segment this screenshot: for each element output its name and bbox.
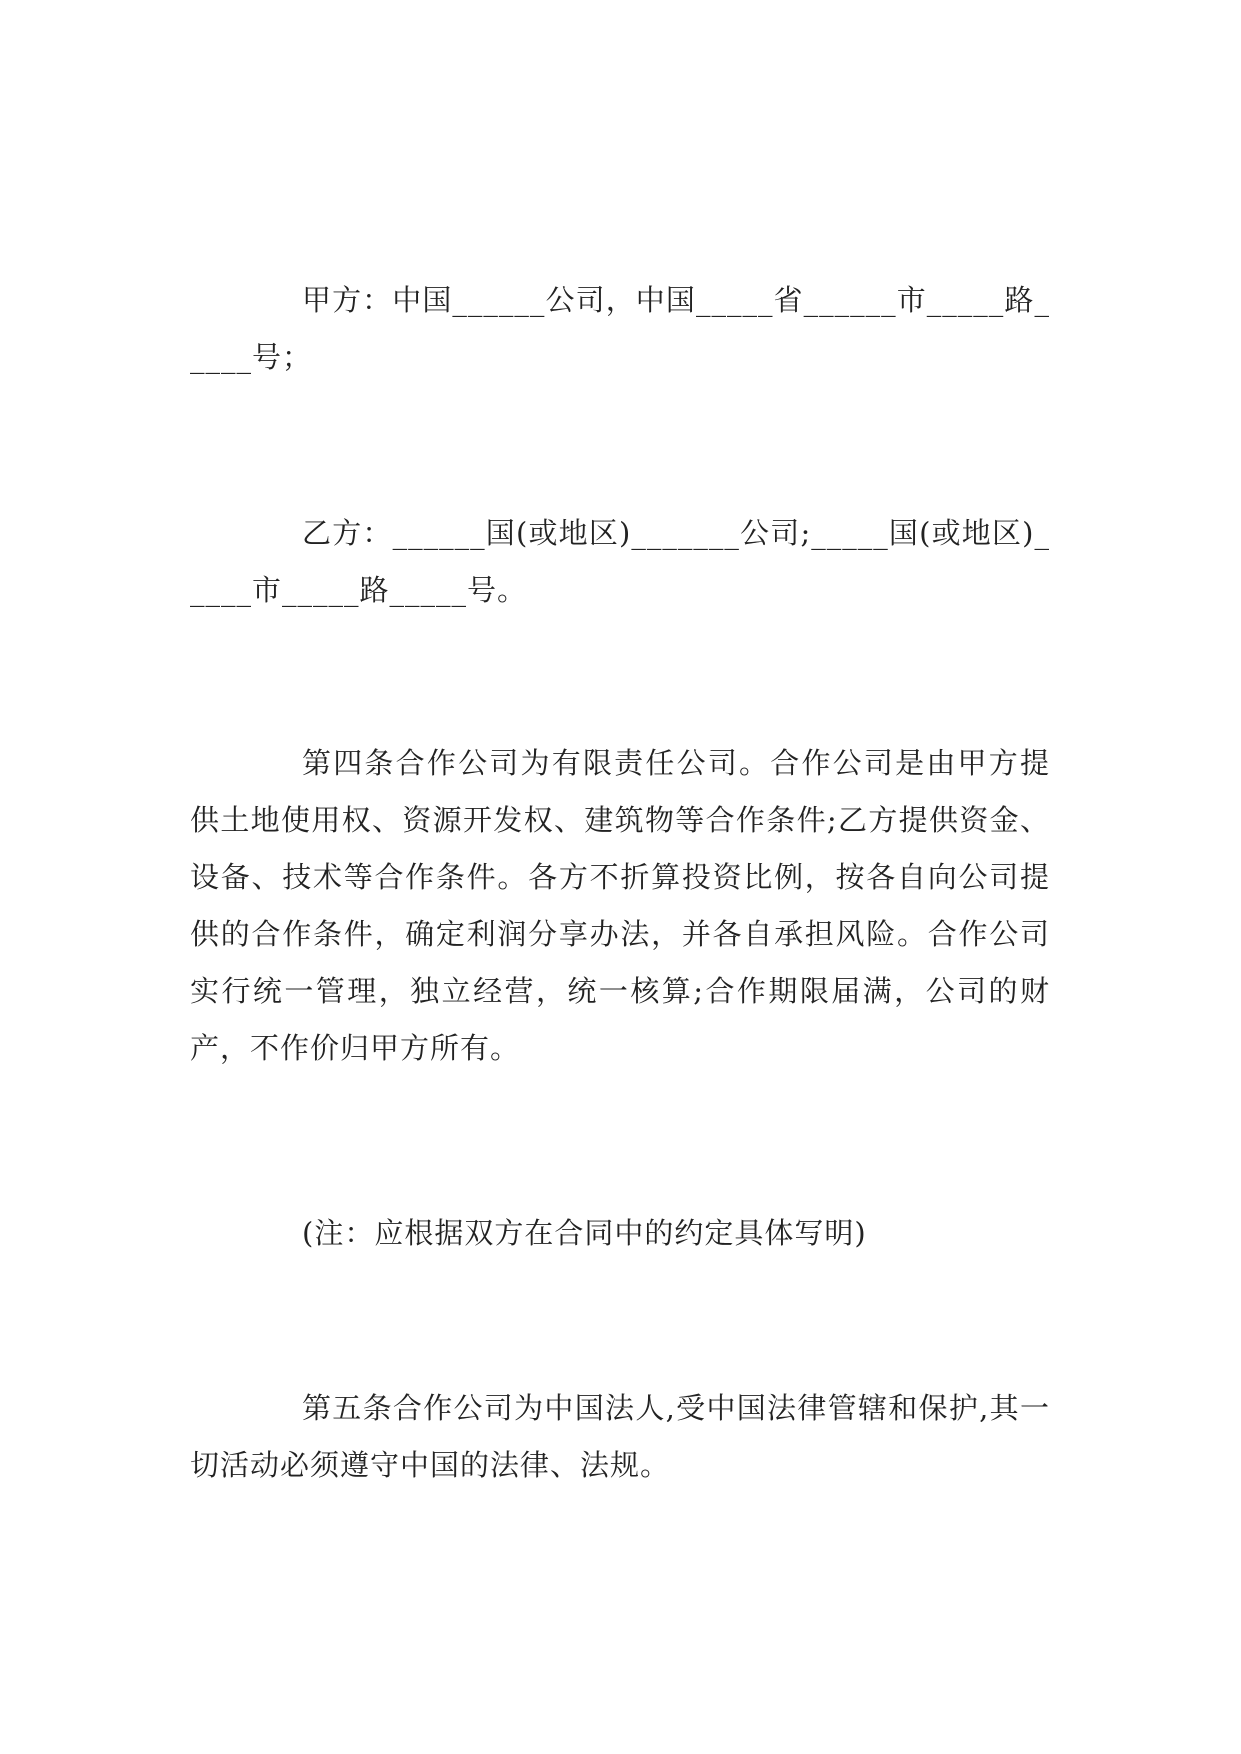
- article-4-paragraph: 第四条合作公司为有限责任公司。合作公司是由甲方提供土地使用权、资源开发权、建筑物等合作条件;乙方提供资金、设备、技术等合作条件。各方不折算投资比例，按各自向公司提供的合作条件，确定利润分享办法，并各自承担风险。合作公司实行统一管理，独立经营，统一核算;合作期限届满，公司的财产，不作价归甲方所有。: [190, 746, 1050, 1065]
- party-b-paragraph: 乙方：______国(或地区)_______公司;_____国(或地区)_____市_____路_____号。: [190, 516, 1050, 607]
- note-paragraph: (注：应根据双方在合同中的约定具体写明): [302, 1216, 867, 1250]
- party-a-paragraph: 甲方：中国______公司，中国_____省______市_____路_____号；: [190, 283, 1050, 374]
- article-5-paragraph: 第五条合作公司为中国法人,受中国法律管辖和保护,其一切活动必须遵守中国的法律、法规。: [190, 1391, 1050, 1482]
